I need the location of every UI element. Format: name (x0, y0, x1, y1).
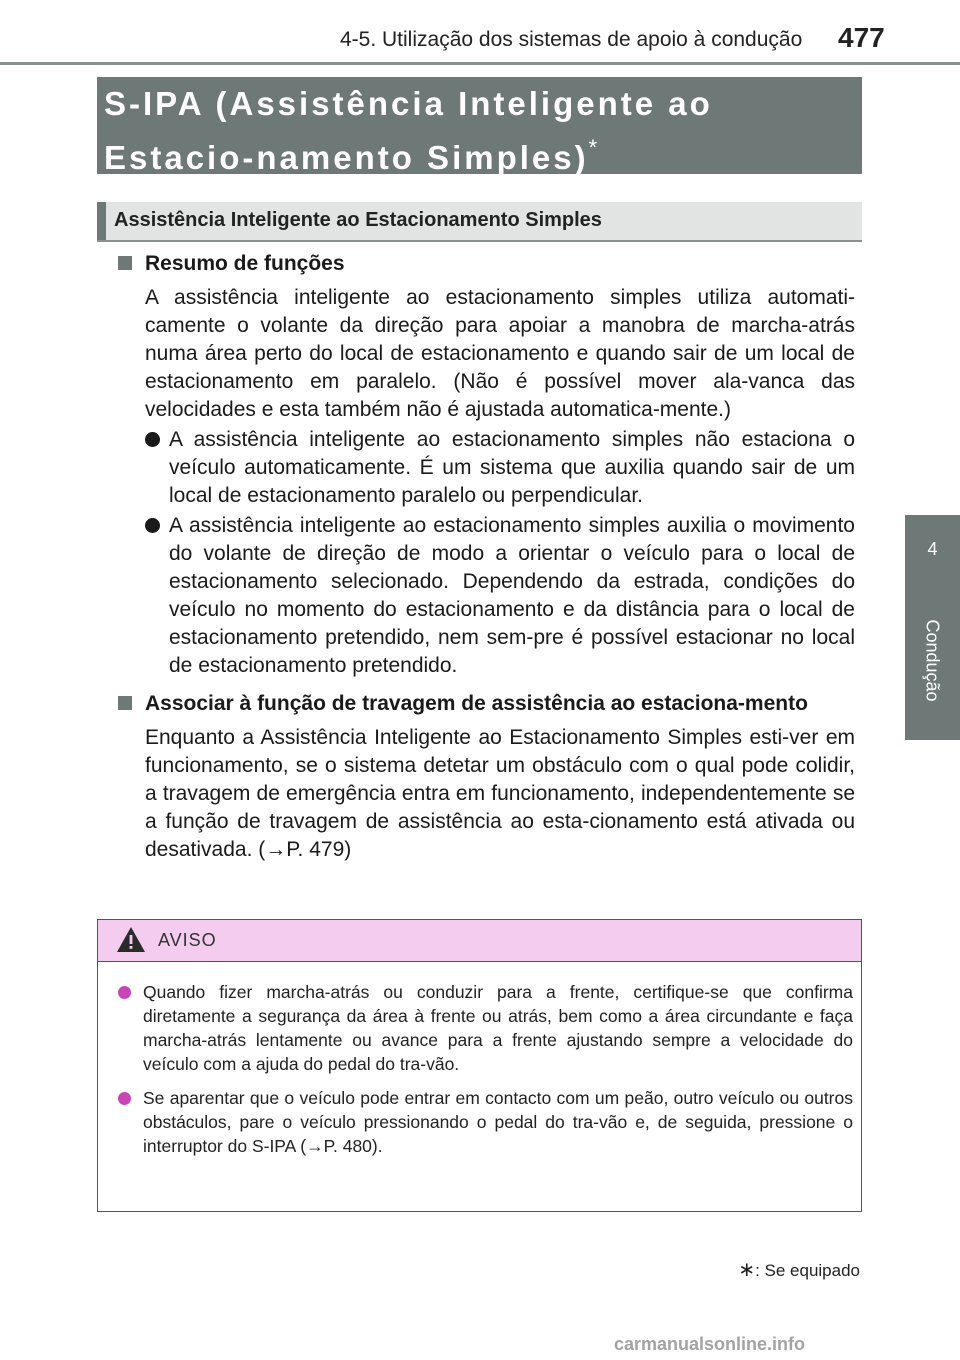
subheading-braking-function (115, 690, 855, 718)
asterisk-icon: ∗ (738, 1259, 756, 1281)
chapter-number: 4 (927, 539, 938, 559)
warning-title: AVISO (158, 930, 217, 950)
subheading-function-summary (115, 250, 855, 278)
page-number: 477 (838, 22, 885, 53)
round-bullet-icon (118, 986, 131, 999)
warning-body (118, 980, 853, 1168)
round-bullet-icon (145, 432, 160, 447)
watermark: carmanualsonline.info (614, 1334, 806, 1354)
page-title (104, 82, 862, 180)
warning-header (98, 920, 861, 962)
footnote-text: : Se equipado (755, 1261, 860, 1280)
running-title: 4-5. Utilização dos sistemas de apoio à condução (340, 28, 803, 51)
paragraph: Enquanto a Assistência Inteligente ao Estacionamento Simples esti-ver em funcionamento, se o sistema detetar um obstáculo com o qual pode colidir, a travagem de emergência entra em funcionamento, independentemente se a função de travagem de assistência ao esta-cionamento está ativada ou desativada. (→P. 479) (145, 726, 855, 861)
section-heading-bar (97, 202, 106, 240)
section-heading (97, 202, 862, 242)
warning-item-text: Quando fizer marcha-atrás ou conduzir para a frente, certifique-se que confirma diretamente a segurança da área à frente ou atrás, bem como a área circundante e faça marcha-atrás lentamente ou avance para a frente ajustando sempre a velocidade do veículo com a ajuda do pedal do tra-vão. (143, 982, 853, 1074)
page-title-text: S-IPA (Assistência Inteligente ao Estacio-namento Simples) (104, 85, 713, 176)
bullet-item (145, 426, 855, 510)
bullet-text: A assistência inteligente ao estacionamento simples auxilia o movimento do volante de direção de modo a orientar o veículo para o local de estacionamento selecionado. Dependendo da estrada, condições do veículo no momento do estacionamento e da distância para o local de estacionamento pretendido, nem sem-pre é possível estacionar no local de estacionamento pretendido. (169, 514, 855, 677)
warning-item (118, 1086, 853, 1158)
round-bullet-icon (145, 518, 160, 533)
main-content (115, 250, 855, 866)
warning-triangle-icon (116, 926, 146, 953)
section-heading-text: Assistência Inteligente ao Estacionamento Simples (114, 209, 602, 231)
square-bullet-icon (118, 256, 132, 270)
bullet-item (145, 512, 855, 680)
subheading-text: Resumo de funções (145, 252, 345, 275)
subheading-text: Associar à função de travagem de assistência ao estaciona-mento (145, 692, 808, 715)
header-rule (0, 62, 960, 65)
title-box (97, 77, 862, 174)
warning-box (97, 919, 862, 1212)
chapter-side-tab (905, 515, 960, 740)
footnote (738, 1257, 860, 1282)
warning-item-text: Se aparentar que o veículo pode entrar em contacto com um peão, outro veículo ou outros obstáculos, pare o veículo pressionando o pedal do tra-vão e, de seguida, pressione o interruptor do S-IPA (→P. 480). (143, 1088, 853, 1156)
square-bullet-icon (118, 696, 132, 710)
paragraph: A assistência inteligente ao estacionamento simples utiliza automati-camente o volante da direção para apoiar a manobra de marcha-atrás numa área perto do local de estacionamento e quando sair de um local de estacionamento em paralelo. (Não é possível mover ala-vanca das velocidades e esta também não é ajustada automatica-mente.) (145, 286, 855, 421)
round-bullet-icon (118, 1092, 131, 1105)
chapter-label: Condução (923, 618, 944, 702)
running-header (0, 0, 960, 68)
bullet-text: A assistência inteligente ao estacionamento simples não estaciona o veículo automaticamente. É um sistema que auxilia quando sair de um local de estacionamento paralelo ou perpendicular. (169, 428, 855, 507)
chapter-label-wrapper (905, 595, 960, 725)
warning-item (118, 980, 853, 1076)
equipped-marker: * (588, 135, 598, 160)
